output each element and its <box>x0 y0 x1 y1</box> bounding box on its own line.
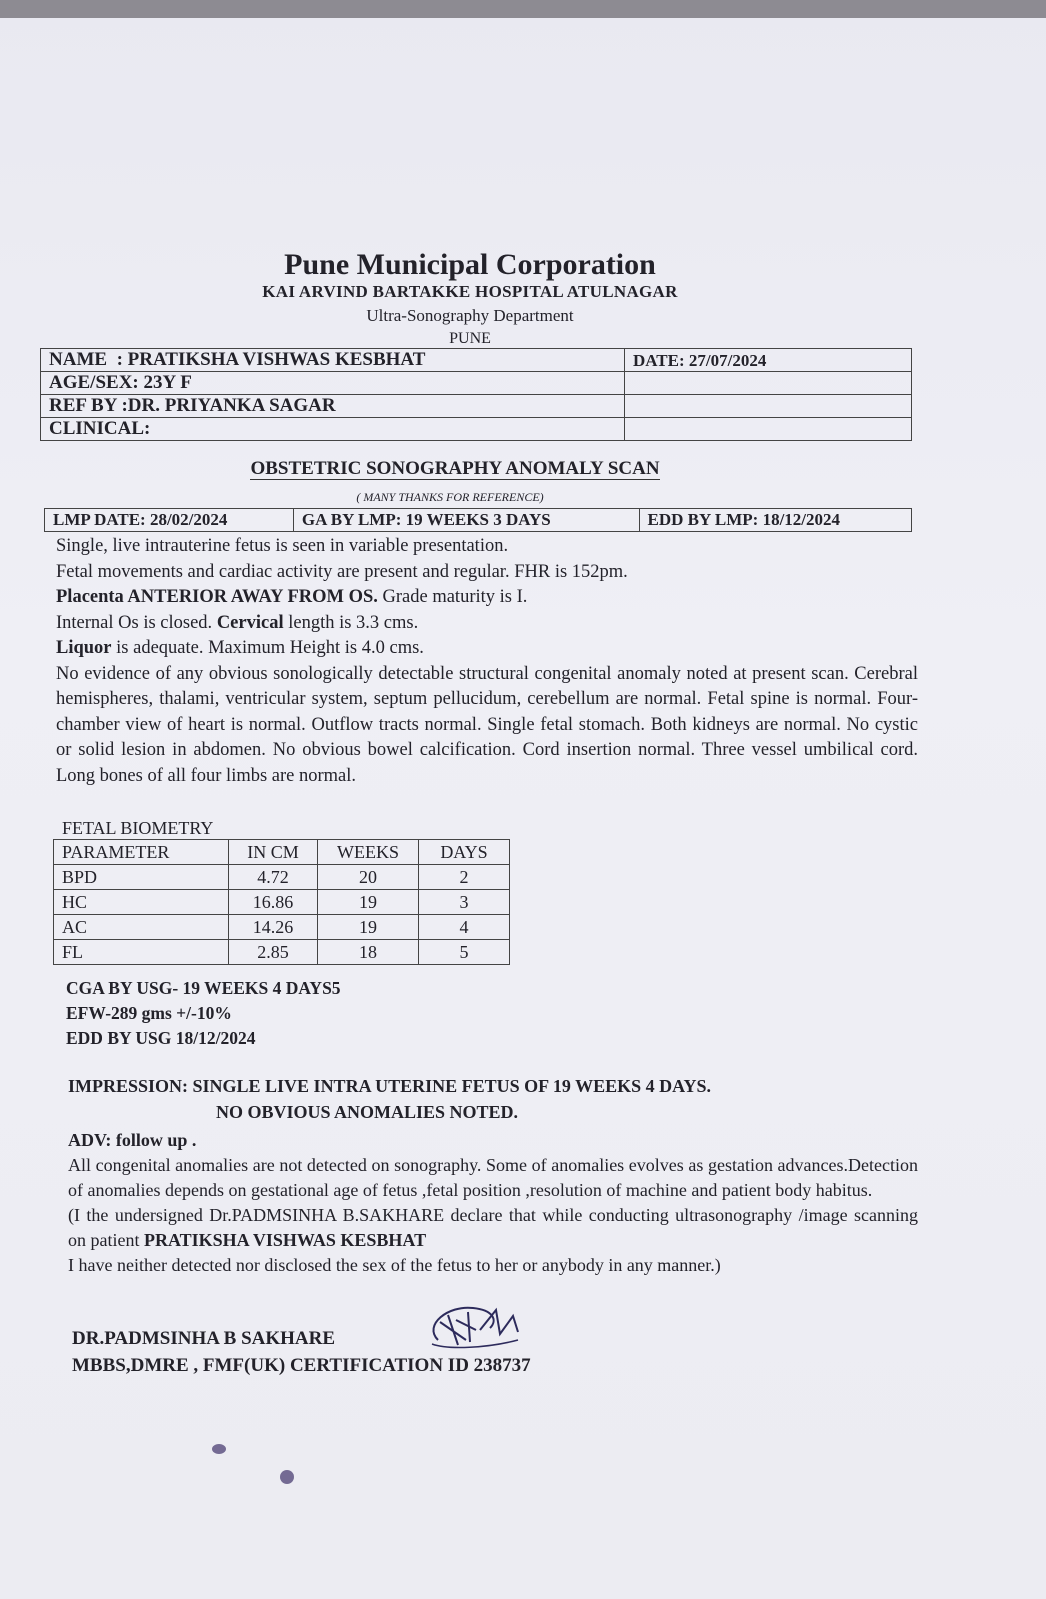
table-row <box>54 940 510 965</box>
advice-section <box>68 1128 918 1278</box>
param-cell: HC <box>54 890 229 915</box>
param-cell: FL <box>54 940 229 965</box>
biometry-table <box>53 839 510 965</box>
ink-smudge <box>212 1444 226 1454</box>
table-row <box>54 865 510 890</box>
edd-by-lmp: EDD BY LMP: 18/12/2024 <box>639 509 911 532</box>
header-days: DAYS <box>419 840 510 865</box>
lmp-table <box>44 508 912 532</box>
advice-followup: ADV: follow up . <box>68 1130 197 1150</box>
empty-cell <box>625 372 912 395</box>
impression-line1: IMPRESSION: SINGLE LIVE INTRA UTERINE FETUS OF 19 WEEKS 4 DAYS. <box>68 1076 711 1096</box>
days-cell: 2 <box>419 865 510 890</box>
patient-info-table <box>40 348 912 441</box>
days-cell: 4 <box>419 915 510 940</box>
header-weeks: WEEKS <box>318 840 419 865</box>
cm-cell: 4.72 <box>229 865 318 890</box>
patient-name: NAME : PRATIKSHA VISHWAS KESBHAT <box>41 349 625 372</box>
weeks-cell: 20 <box>318 865 419 890</box>
param-cell: AC <box>54 915 229 940</box>
ga-by-lmp: GA BY LMP: 19 WEEKS 3 DAYS <box>293 509 639 532</box>
weeks-cell: 18 <box>318 940 419 965</box>
advice-disclaimer: All congenital anomalies are not detected on sonography. Some of anomalies evolves as gestation advances.Detection of anomalies depends on gestational age of fetus ,fetal position ,resolution of machine and patient body habitus. <box>68 1155 918 1200</box>
header-in-cm: IN CM <box>229 840 318 865</box>
empty-cell <box>625 418 912 441</box>
biometry-title: FETAL BIOMETRY <box>62 818 214 838</box>
hospital-name: KAI ARVIND BARTAKKE HOSPITAL ATULNAGAR <box>262 282 678 301</box>
org-title: Pune Municipal Corporation <box>284 248 656 281</box>
usg-summary <box>66 976 341 1051</box>
edd-by-usg: EDD BY USG 18/12/2024 <box>66 1028 256 1048</box>
referred-by: REF BY :DR. PRIYANKA SAGAR <box>41 395 625 418</box>
advice-declaration: (I the undersigned Dr.PADMSINHA B.SAKHARE declare that while conducting ultrasonography /image scanning on patient PRATIKSHA VISHWAS KESBHAT <box>68 1205 918 1250</box>
report-date: DATE: 27/07/2024 <box>625 349 912 372</box>
page-edge <box>0 0 1046 18</box>
cm-cell: 14.26 <box>229 915 318 940</box>
clinical-label: CLINICAL: <box>41 418 625 441</box>
finding-presentation: Single, live intrauterine fetus is seen in variable presentation. <box>56 536 509 556</box>
city-name: PUNE <box>449 330 491 347</box>
doctor-name: DR.PADMSINHA B SAKHARE <box>72 1328 336 1349</box>
biometry-header-row <box>54 840 510 865</box>
days-cell: 3 <box>419 890 510 915</box>
department-name: Ultra-Sonography Department <box>366 306 574 325</box>
advice-declaration-end: I have neither detected nor disclosed the sex of the fetus to her or anybody in any manner.) <box>68 1255 721 1275</box>
finding-anomaly: No evidence of any obvious sonologically detectable structural congenital anomaly noted at present scan. Cerebral hemispheres, thalami, ventricular system, septum pellucidum, cerebellum are normal. Fetal spine is normal. Four-chamber view of heart is normal. Outflow tracts normal. Single fetal stomach. Both kidneys are normal. No cystic or solid lesion in abdomen. No obvious bowel calcification. Cord insertion normal. Three vessel umbilical cord. Long bones of all four limbs are normal. <box>56 663 918 786</box>
findings <box>56 534 918 789</box>
empty-cell <box>625 395 912 418</box>
finding-cardiac: Fetal movements and cardiac activity are present and regular. FHR is 152pm. <box>56 561 628 582</box>
param-cell: BPD <box>54 865 229 890</box>
table-row <box>54 915 510 940</box>
cm-cell: 16.86 <box>229 890 318 915</box>
efw: EFW-289 gms +/-10% <box>66 1003 232 1023</box>
finding-liquor: Liquor is adequate. Maximum Height is 4.0 cms. <box>56 638 424 658</box>
finding-cervix: Internal Os is closed. Cervical length is 3.3 cms. <box>56 612 419 633</box>
days-cell: 5 <box>419 940 510 965</box>
impression-line2: NO OBVIOUS ANOMALIES NOTED. <box>216 1102 519 1122</box>
cm-cell: 2.85 <box>229 940 318 965</box>
header-parameter: PARAMETER <box>54 840 229 865</box>
finding-placenta: Placenta ANTERIOR AWAY FROM OS. Grade maturity is I. <box>56 587 528 607</box>
impression <box>68 1073 711 1125</box>
weeks-cell: 19 <box>318 915 419 940</box>
weeks-cell: 19 <box>318 890 419 915</box>
thanks-note: ( MANY THANKS FOR REFERENCE) <box>356 490 544 504</box>
cga-by-usg: CGA BY USG- 19 WEEKS 4 DAYS5 <box>66 978 341 998</box>
table-row <box>54 890 510 915</box>
ink-smudge <box>280 1470 294 1484</box>
scan-title: OBSTETRIC SONOGRAPHY ANOMALY SCAN <box>250 458 660 479</box>
patient-age-sex: AGE/SEX: 23Y F <box>41 372 625 395</box>
doctor-qualifications: MBBS,DMRE , FMF(UK) CERTIFICATION ID 238737 <box>72 1355 531 1376</box>
lmp-date: LMP DATE: 28/02/2024 <box>45 509 294 532</box>
signature-icon <box>418 1300 538 1370</box>
